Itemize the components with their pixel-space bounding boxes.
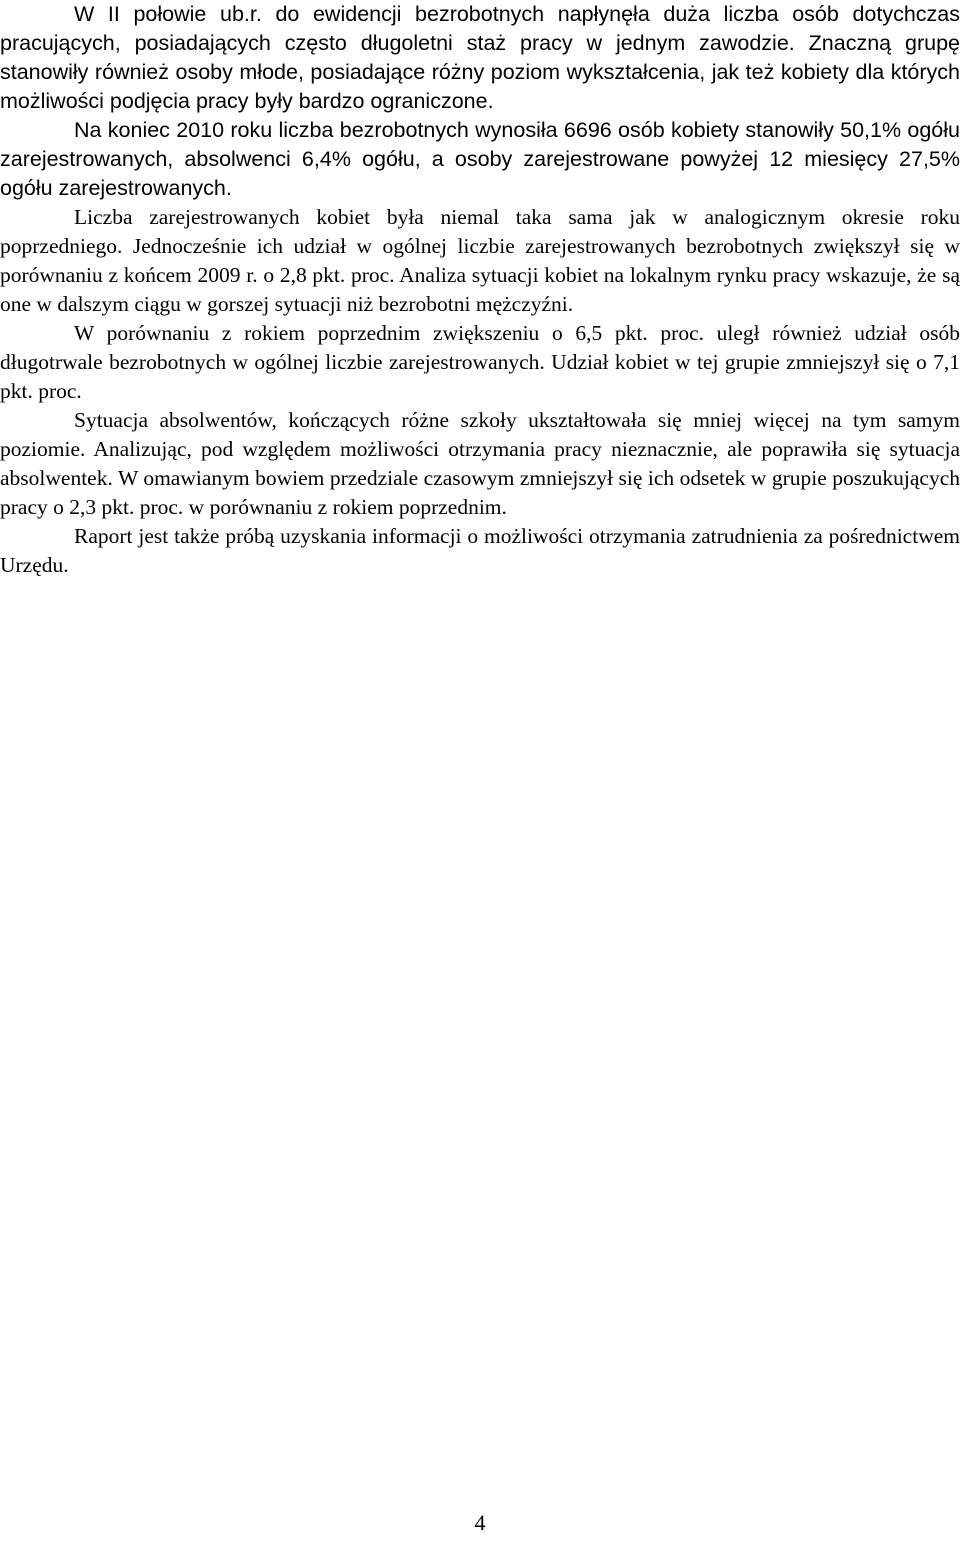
document-body <box>0 0 960 580</box>
paragraph-intro: W II połowie ub.r. do ewidencji bezrobotnych napłynęła duża liczba osób dotychczas pracujących, posiadających często długoletni staż pracy w jednym zawodzie. Znaczną grupę stanowiły również osoby młode, posiadające różny poziom wykształcenia, jak też kobiety dla których możliwości podjęcia pracy były bardzo ograniczone. <box>0 2 960 113</box>
paragraph-report-purpose: Raport jest także próbą uzyskania informacji o możliwości otrzymania zatrudnienia za pośrednictwem Urzędu. <box>0 524 960 577</box>
paragraph-women-situation: Liczba zarejestrowanych kobiet była niemal taka sama jak w analogicznym okresie roku poprzedniego. Jednocześnie ich udział w ogólnej liczbie zarejestrowanych bezrobotnych zwiększył się w porównaniu z końcem 2009 r. o 2,8 pkt. proc. Analiza sytuacji kobiet na lokalnym rynku pracy wskazuje, że są one w dalszym ciągu w gorszej sytuacji niż bezrobotni mężczyźni. <box>0 205 960 316</box>
paragraph-statistics-2010: Na koniec 2010 roku liczba bezrobotnych wynosiła 6696 osób kobiety stanowiły 50,1% ogółu zarejestrowanych, absolwenci 6,4% ogółu, a osoby zarejestrowane powyżej 12 miesięcy 27,5% ogółu zarejestrowanych. <box>0 118 960 200</box>
paragraph-graduates: Sytuacja absolwentów, kończących różne szkoły ukształtowała się mniej więcej na tym samym poziomie. Analizując, pod względem możliwości otrzymania pracy nieznacznie, ale poprawiła się sytuacja absolwentek. W omawianym bowiem przedziale czasowym zmniejszył się ich odsetek w grupie poszukujących pracy o 2,3 pkt. proc. w porównaniu z rokiem poprzednim. <box>0 408 960 519</box>
page-number: 4 <box>474 1510 486 1535</box>
paragraph-long-term-unemployed: W porównaniu z rokiem poprzednim zwiększeniu o 6,5 pkt. proc. uległ również udział osób długotrwale bezrobotnych w ogólnej liczbie zarejestrowanych. Udział kobiet w tej grupie zmniejszył się o 7,1 pkt. proc. <box>0 321 960 403</box>
